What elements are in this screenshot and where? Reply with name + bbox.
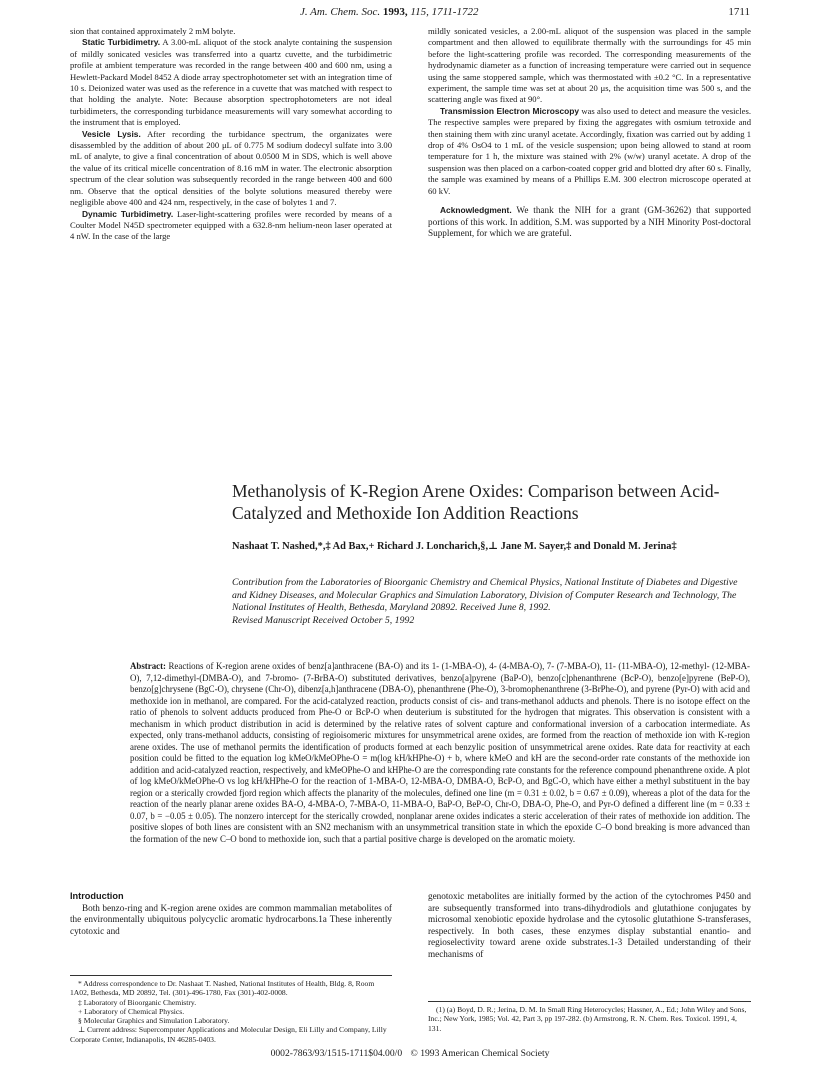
- article-authors: Nashaat T. Nashed,*,‡ Ad Bax,+ Richard J. Loncharich,§,⊥ Jane M. Sayer,‡ and Donald M. Jerina‡: [232, 541, 677, 552]
- running-header: [70, 6, 750, 24]
- page-number: 1711: [728, 6, 750, 18]
- paragraph-text: After recording the turbidance spectrum, the organizates were disassembled by the addition of about 200 μL of 0.775 M sodium dodecyl sulfate into 3.00 mL of analyte, to give a final concentration of about 0.0500 M in SDS, which is well above the value of its critical micelle concentration of 8.16 mM in water. The electronic absorption spectrum of the clear solution was subsequently recorded in the range between 400 and 600 nm. Observe that the optical densities of the bolyte solutions measured thereby were negligible above 400 and 424 nm, respectively, in the case of bolytes 1 and 7.: [70, 128, 392, 208]
- introduction-heading: Introduction: [70, 891, 124, 901]
- run-in-heading: Transmission Electron Microscopy: [440, 105, 580, 116]
- journal-volume: 115,: [410, 6, 429, 18]
- paragraph-text: was also used to detect and measure the vesicles. The respective samples were prepared by fixing the aggregates with osmium tetroxide and then staining them with zinc uranyl acetate. Accordingly, fixation was carried out by adding 1 drop of 4% OsO4 to 1 mL of the vesicle suspension; upon being allowed to stand at room temperature for 1 h, the mixture was stained with 2% (w/w) uranyl acetate. A drop of the suspension was then placed on a carbon-coated copper grid and blotted dry after 60 s. Finally, the sample was examined by means of a Phillips E.M. 300 electron microscope operated at 60 kV.: [428, 105, 751, 196]
- run-in-heading: Dynamic Turbidimetry.: [82, 208, 174, 219]
- abstract-label: Abstract:: [130, 661, 166, 671]
- paragraph-tem: [428, 106, 751, 197]
- journal-pages: 1711-1722: [431, 6, 479, 18]
- introduction-left: [70, 891, 392, 937]
- footnote: + Laboratory of Chemical Physics.: [78, 1006, 185, 1016]
- journal-year: 1993,: [382, 6, 408, 18]
- run-in-heading: Static Turbidimetry.: [82, 37, 161, 48]
- journal-citation: [300, 6, 478, 18]
- introduction-text-right: genotoxic metabolites are initially formed by the action of the cytochromes P450 and are subsequently transformed into trans-dihydrodiols and glutathione conjugates by microsomal xenobiotic epoxide hydrolase and the cytosolic glutathione S-transferases, respectively. In both cases, these enzymes display substantial enantio- and regioselectivity toward arene oxide substrates.1-3 Detailed understanding of their mechanisms of: [428, 891, 751, 959]
- abstract: [130, 661, 750, 845]
- revised-date: Revised Manuscript Received October 5, 1992: [232, 614, 415, 626]
- footnote: * Address correspondence to Dr. Nashaat T. Nashed, National Institutes of Health, Bldg. 8, Room 1A02, Bethesda, MD 20892, Tel. (301)-496-1780, Fax (301)-402-0008.: [70, 979, 375, 998]
- run-in-heading: Acknowledgment.: [440, 205, 512, 216]
- paragraph-vesicle-lysis: [70, 129, 392, 209]
- paragraph-bolyte: sion that contained approximately 2 mM bolyte.: [70, 26, 236, 36]
- affiliation-text: Contribution from the Laboratories of Bioorganic Chemistry and Chemical Physics, National Institute of Diabetes and Digestive and Kidney Diseases, and Molecular Graphics and Simulation Laboratory, Division of Computer Research and Technology, The National Institutes of Health, Bethesda, Maryland 20892. Received June 8, 1992.: [232, 577, 738, 614]
- introduction-right: [428, 891, 751, 960]
- paragraph-text: We thank the NIH for a grant (GM-36262) that supported portions of this work. In addition, S.M. was supported by a NIH Minority Post-doctoral Supplement, for which we are grateful.: [428, 205, 752, 239]
- copyright: © 1993 American Chemical Society: [410, 1048, 550, 1059]
- page-footer: [0, 1048, 820, 1059]
- left-column-previous-article: [70, 26, 392, 243]
- introduction-text-left: Both benzo-ring and K-region arene oxides are common mammalian metabolites of the environmentally ubiquitous polycyclic aromatic hydrocarbons.1a These inherently cytotoxic and: [70, 902, 392, 936]
- paragraph-text: A 3.00-mL aliquot of the stock analyte containing the suspension of mildly sonicated vesicles was transferred into a quartz cuvette, and the turbidimetric profile at ambient temperature was recorded in the range between 400 and 600 nm, using a Hewlett-Packard Model 8452 A diode array spectrophotometer set with an integration time of 10 s. Deionized water was used as the reference in a cuvette that was matched with respect to that holding the analyte. Note: Because absorption spectrophotometers are not ideal turbidimeters, the corresponding turbidance measurements will vary somewhat according to the instrument that is employed.: [70, 37, 392, 128]
- footnote: ⊥ Current address: Supercomputer Applications and Molecular Design, Eli Lilly and Company, Lilly Corporate Center, Indianapolis, IN 46285-0403.: [70, 1025, 387, 1044]
- footnote: ‡ Laboratory of Bioorganic Chemistry.: [78, 997, 197, 1007]
- issn-code: 0002-7863/93/1515-1711$04.00/0: [270, 1048, 403, 1059]
- right-column-previous-article: [428, 26, 751, 240]
- paragraph-dynamic-turbidimetry: [70, 209, 392, 243]
- acknowledgment: [428, 205, 751, 240]
- footnote: § Molecular Graphics and Simulation Laboratory.: [78, 1016, 230, 1026]
- article-affiliation: [232, 577, 752, 627]
- paragraph-static-turbidimetry: [70, 37, 392, 128]
- run-in-heading: Vesicle Lysis.: [82, 128, 141, 139]
- footnotes-left: [70, 975, 392, 1044]
- reference: (1) (a) Boyd, D. R.; Jerina, D. M. In Small Ring Heterocycles; Hassner, A., Ed.; John Wiley and Sons, Inc.; New York, 1985; Vol. 42, Part 3, pp 197-282. (b) Armstrong, R. N. Chem. Res. Toxicol. 1991, 4, 131.: [428, 1005, 747, 1033]
- abstract-text: Reactions of K-region arene oxides of benz[a]anthracene (BA-O) and its 1- (1-MBA-O), 4- (4-MBA-O), 7- (7-MBA-O), 11- (11-MBA-O), 12-methyl- (12-MBA-O), 7,12-dimethyl-(DMBA-O), and 7-bromo- (7-BrBA-O) substituted derivatives, benzo[a]pyrene (BaP-O), benzo[c]phenanthrene (BcP-O), benzo[e]pyrene (BeP-O), benzo[g]chrysene (BgC-O), chrysene (Chr-O), dibenz[a,h]anthracene (DBA-O), phenanthrene (Phe-O), 3-bromophenanthrene (3-BrPhe-O), and pyrene (Pyr-O) with acid and methoxide ion in methanol, are compared. For the acid-catalyzed reaction, products consist of cis- and trans-methanol adducts and phenols. There is no isotope effect on the ratio of phenols to solvent adducts produced from Phe-O or BcP-O when deuterium is substituted for the hydrogen that migrates. This observation is consistent with a mechanism in which product distribution in acid is determined by the relative rates of solvent capture and conformational inversion of a carbocation intermediate. As expected, only trans-methanol adducts, consisting of regioisomeric mixtures for unsymmetrical arene oxides, are formed from the reaction of methoxide ion with K-region arene oxides. The use of methanol permits the identification of products formed at each benzylic position of unsymmetrical arene oxides. Rate data for reactivity at each position could be fitted to the equation log kMeO/kMeOPhe-O = m(log kH/kHPhe-O) + b, where kMeO and kH are the second-order rate constants of the methoxide ion addition and acid-catalyzed reaction, respectively, and kMeOPhe-O and kHPhe-O are the corresponding rate constants for the reference compound phenanthrene oxide. A plot of log kMeO/kMeOPhe-O vs log kH/kHPhe-O for the reaction of 1-MBA-O, 12-MBA-O, DMBA-O, BcP-O, and BgC-O, which have either a methyl substituent in the bay region or a sterically crowded fjord region which affects the planarity of the molecules, defined one line (m = 0.31 ± 0.02, b = 0.67 ± 0.09), whereas a plot of the data for the reaction of the nearly planar arene oxides BA-O, 4-MBA-O, 7-MBA-O, 11-MBA-O, BaP-O, BeP-O, Chr-O, DBA-O, Phe-O, and Pyr-O defined a different line (m = 0.33 ± 0.07, b = −0.05 ± 0.05). The nonzero intercept for the sterically crowded, nonplanar arene oxides indicates a steric acceleration of their rates of methoxide ion addition. The positive slopes of both lines are consistent with an SN2 mechanism with an unsymmetrical transition state in which the epoxide C–O bond breaking is more advanced than the formation of the new C–O bond to methoxide ion, such that a partial positive charge is developed on the aromatic moiety.: [130, 661, 751, 844]
- article-title: Methanolysis of K-Region Arene Oxides: Comparison between Acid-Catalyzed and Methoxide Ion Addition Reactions: [232, 481, 720, 523]
- paragraph-text: Laser-light-scattering profiles were recorded by means of a Coulter Model N45D spectrometer equipped with a 632.8-nm helium-neon laser operated at 4 nW. In the case of the large: [70, 208, 392, 242]
- paragraph-light-scattering: mildly sonicated vesicles, a 2.00-mL aliquot of the suspension was placed in the sample compartment and then allowed to equilibrate thermally with the surroundings for 45 min before the light-scattering profile was recorded. The corresponding measurements of the hydrodynamic diameter as a function of increasing temperature were carried out in sequence using the same stoppered sample, which was thermostated with ±0.2 °C. In a representative experiment, the sample time was set at about 20 μs, the acquisition time was 500 s, and the scattering angle was fixed at 90°.: [428, 26, 751, 105]
- footnotes-right: [428, 1001, 751, 1033]
- journal-name: J. Am. Chem. Soc.: [300, 6, 381, 18]
